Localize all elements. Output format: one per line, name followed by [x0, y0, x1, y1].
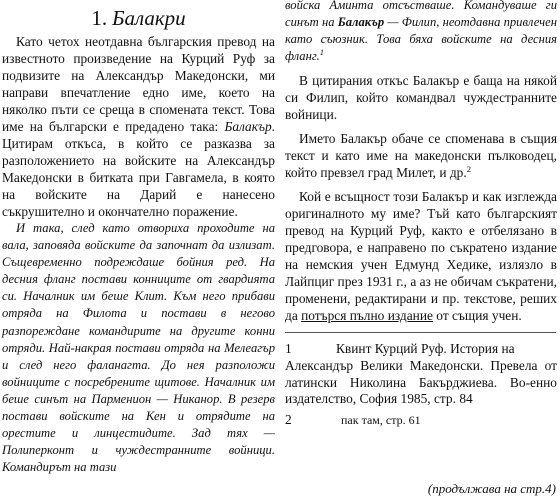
section-title: Балакри — [112, 6, 186, 30]
quote-paragraph: И така, след като отворихa проходите на вала, заповяда войските да започнат да излизат. Същевременно подреждаше бойния ред. На десния фланг постави конниците от гвардията си. Началник им беше Клит. Към него прибави отряда на Филота и постави в негово разпореждане командирите на другите конни отряди. Най-накрая постави отряда на Мелеагър и след него фаланагта. До нея разположи войниците с посребрените щитове. Началник им беше синът на Парменион — Никанор. В резерв постави войските на Кен и отрядите на орестите и линцестидите. Зад тях — Полиперконт и чуждестранните войници. Командирът на тази — [2, 221, 275, 475]
quote-cont-text: войска Аминта отсъстваше. Командуваше ги синът на — [285, 0, 557, 30]
section-number: 1. — [91, 6, 108, 30]
footnote-1-number: 1 — [285, 341, 292, 357]
left-column — [2, 6, 275, 476]
continued-note: (продължава на стр.4) — [427, 481, 556, 496]
intro-text: Като четох неотдавна българския превод на известното произведение на Курций Руф за подвизите на Александър Македонски, ми направи впечатление едно име, което на няколко пъти се среща в спомената текст. Това име на български е предадено така: — [2, 34, 275, 134]
footnote-ref-2[interactable]: 2 — [466, 164, 471, 175]
paragraph-father: В цитирания откъс Балакър е баща на някой си Филип, който командвал чуждестранните войници. — [285, 73, 557, 123]
intro-paragraph — [2, 33, 275, 220]
paragraph-question — [285, 188, 557, 324]
quote-continuation-block — [285, 0, 557, 65]
footnote-divider — [285, 332, 556, 333]
footnote-2 — [285, 412, 557, 429]
question-text: Кой е всъщност този Балакър и как изглежда оригиналното му име? Тъй като българският превод на Курций Руф, както е отбелязано в предговора, е направено по съкратено издание на немския учен Едмунд Хедике, излязло в Лайпциг през 1931 г., а аз не обичам съкратени, променени, редактирани и пр. текстове, реших да — [285, 189, 557, 324]
right-column — [285, 0, 557, 428]
intro-text-end: . Цитирам откъса, в който се разказва за разположението на войските на Александър Македонски в битката при Гавгамела, в която на войските на Дарий е нанесено съкрушително и окончателно поражение. — [2, 119, 275, 219]
quote-name: Балакър — [337, 15, 385, 30]
footnote-1-continuation — [285, 358, 557, 408]
section-heading — [2, 6, 275, 31]
commander-text: Името Балакър обаче се споменава в същия текст и като име на македонски пълководец, който превзел град Милет, и др. — [285, 131, 557, 181]
paragraph-commander — [285, 130, 557, 181]
footnote-2-number: 2 — [285, 411, 292, 427]
footnote-1 — [285, 341, 557, 358]
footnote-1-text: Александър Велики Македонски. Превела от латински Николина Бакърджиева. Во-енно издателство, София 1985, стр. 84 — [285, 357, 557, 407]
underlined-phrase: потърся пълно издание — [301, 308, 433, 324]
question-text-end: от същия учен. — [432, 308, 522, 324]
footnote-1-text-first: Квинт Курций Руф. История на — [336, 341, 515, 357]
intro-name: Балакър — [224, 119, 272, 134]
footnote-ref-1[interactable]: 1 — [319, 47, 324, 58]
quote-continuation — [285, 0, 557, 65]
quote-block — [2, 220, 275, 476]
quote-cont-text-2: — Филип, неотдавна привлечен като съюзник. Това бяха войските на десния фланг. — [285, 15, 558, 64]
footnote-2-text: пак там, стр. 61 — [341, 412, 421, 427]
